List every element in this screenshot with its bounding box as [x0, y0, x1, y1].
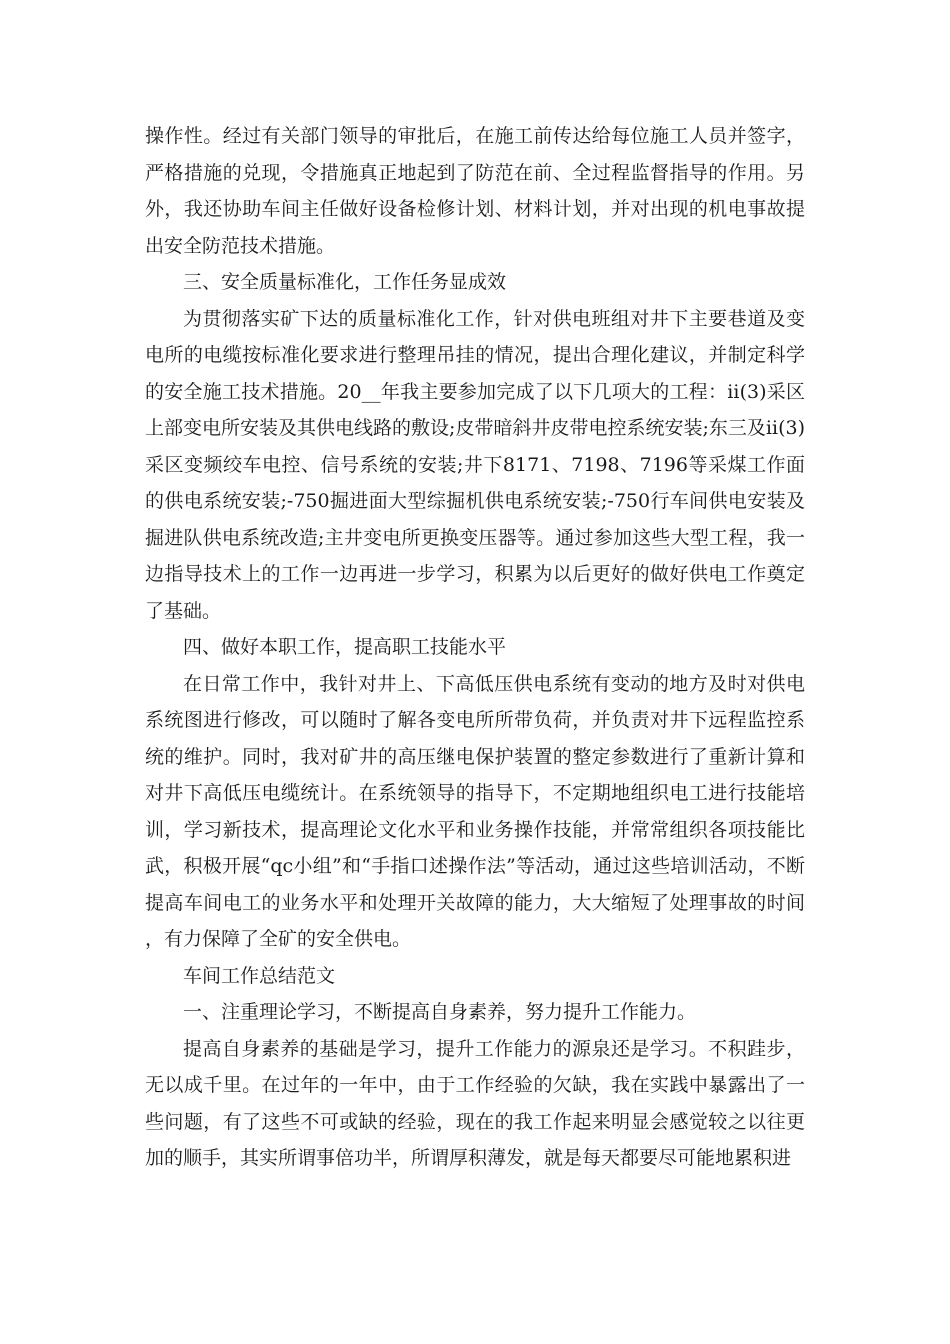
section-heading-4: 四、做好本职工作，提高职工技能水平: [183, 636, 507, 658]
paragraph-continuation: 操作性。经过有关部门领导的审批后，在施工前传达给每位施工人员并签字，严格措施的兑现，令措施真正地起到了防范在前、全过程监督指导的作用。另外，我还协助车间主任做好设备检修计划、材料计划，并对出现的机电事故提出安全防范技术措施。: [145, 125, 805, 257]
section-heading-1: 一、注重理论学习，不断提高自身素养，努力提升工作能力。: [183, 1001, 697, 1023]
paragraph-section-3: 为贯彻落实矿下达的质量标准化工作，针对供电班组对井下主要巷道及变电所的电缆按标准化要求进行整理吊挂的情况，提出合理化建议，并制定科学的安全施工技术措施。20__年我主要参加完成了以下几项大的工程：ⅱ(3)采区上部变电所安装及其供电线路的敷设;皮带暗斜井皮带电控系统安装;东三及ⅱ(3)采区变频绞车电控、信号系统的安装;井下8171、7198、7196等采煤工作面的供电系统安装;-750掘进面大型综掘机供电系统安装;-750行车间供电安装及掘进队供电系统改造;主井变电所更换变压器等。通过参加这些大型工程，我一边指导技术上的工作一边再进一步学习，积累为以后更好的做好供电工作奠定了基础。: [145, 307, 805, 622]
section-heading-3: 三、安全质量标准化，工作任务显成效: [183, 271, 507, 293]
document-subtitle: 车间工作总结范文: [183, 964, 336, 987]
paragraph-section-4: 在日常工作中，我针对井上、下高低压供电系统有变动的地方及时对供电系统图进行修改，可以随时了解各变电所所带负荷，并负责对井下远程监控系统的维护。同时，我对矿井的高压继电保护装置的整定参数进行了重新计算和对井下高低压电缆统计。在系统领导的指导下，不定期地组织电工进行技能培训，学习新技术，提高理论文化水平和业务操作技能，并常常组织各项技能比武，积极开展“qc小组”和“手指口述操作法”等活动，通过这些培训活动，不断提高车间电工的业务水平和处理开关故障的能力，大大缩短了处理事故的时间，有力保障了全矿的安全供电。: [145, 672, 805, 950]
document-body: [145, 118, 805, 1177]
paragraph-section-1: 提高自身素养的基础是学习，提升工作能力的源泉还是学习。不积跬步，无以成千里。在过年的一年中，由于工作经验的欠缺，我在实践中暴露出了一些问题，有了这些不可或缺的经验，现在的我工作起来明显会感觉较之以往更加的顺手，其实所谓事倍功半，所谓厚积薄发，就是每天都要尽可能地累积进: [145, 1037, 805, 1169]
